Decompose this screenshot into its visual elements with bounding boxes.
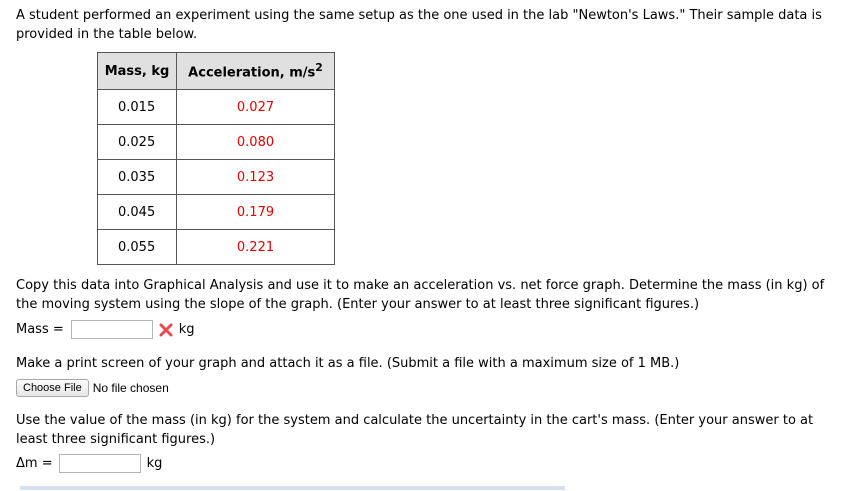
horizontal-scrollbar[interactable] (20, 486, 565, 490)
acceleration-cell: 0.179 (177, 195, 335, 230)
acceleration-cell: 0.221 (177, 230, 335, 265)
acceleration-cell: 0.123 (177, 160, 335, 195)
uncertainty-input[interactable] (59, 454, 141, 473)
uncertainty-label: Δm = (16, 456, 53, 471)
header-acceleration-label: Acceleration, m/s (188, 65, 316, 81)
x-mark-icon (159, 323, 173, 337)
data-table (97, 52, 335, 265)
table-row (98, 160, 335, 195)
table-row (98, 195, 335, 230)
mass-label: Mass = (16, 322, 64, 337)
table-body (98, 90, 335, 265)
mass-cell: 0.045 (98, 195, 177, 230)
table-row (98, 90, 335, 125)
uncertainty-unit: kg (146, 456, 163, 471)
question3-text: Use the value of the mass (in kg) for the system and calculate the uncertainty in the cart's mass. (Enter your answer to at least three significant figures.) (16, 413, 814, 447)
acceleration-cell: 0.080 (177, 125, 335, 160)
mass-cell: 0.015 (98, 90, 177, 125)
file-status: No file chosen (92, 381, 169, 395)
mass-unit: kg (178, 322, 195, 337)
mass-cell: 0.025 (98, 125, 177, 160)
mass-cell: 0.035 (98, 160, 177, 195)
file-upload-row (16, 379, 169, 397)
choose-file-button[interactable]: Choose File (16, 379, 89, 397)
acceleration-cell: 0.027 (177, 90, 335, 125)
table-header-row (98, 53, 335, 90)
uncertainty-answer-row (16, 454, 162, 473)
header-acceleration-exponent: 2 (315, 61, 323, 75)
mass-answer-row (16, 320, 195, 339)
table-row (98, 125, 335, 160)
question2-text: Make a print screen of your graph and attach it as a file. (Submit a file with a maximum size of 1 MB.) (16, 356, 680, 371)
mass-input[interactable] (71, 320, 153, 339)
question1-text: Copy this data into Graphical Analysis and use it to make an acceleration vs. net force graph. Determine the mass (in kg) of the moving system using the slope of the graph. (Enter your answer to at least three significant figures.) (16, 278, 825, 312)
header-acceleration (177, 53, 335, 90)
intro-text: A student performed an experiment using the same setup as the one used in the lab "Newton's Laws." Their sample data is provided in the table below. (16, 8, 822, 42)
mass-cell: 0.055 (98, 230, 177, 265)
table-row (98, 230, 335, 265)
header-mass: Mass, kg (98, 53, 177, 90)
